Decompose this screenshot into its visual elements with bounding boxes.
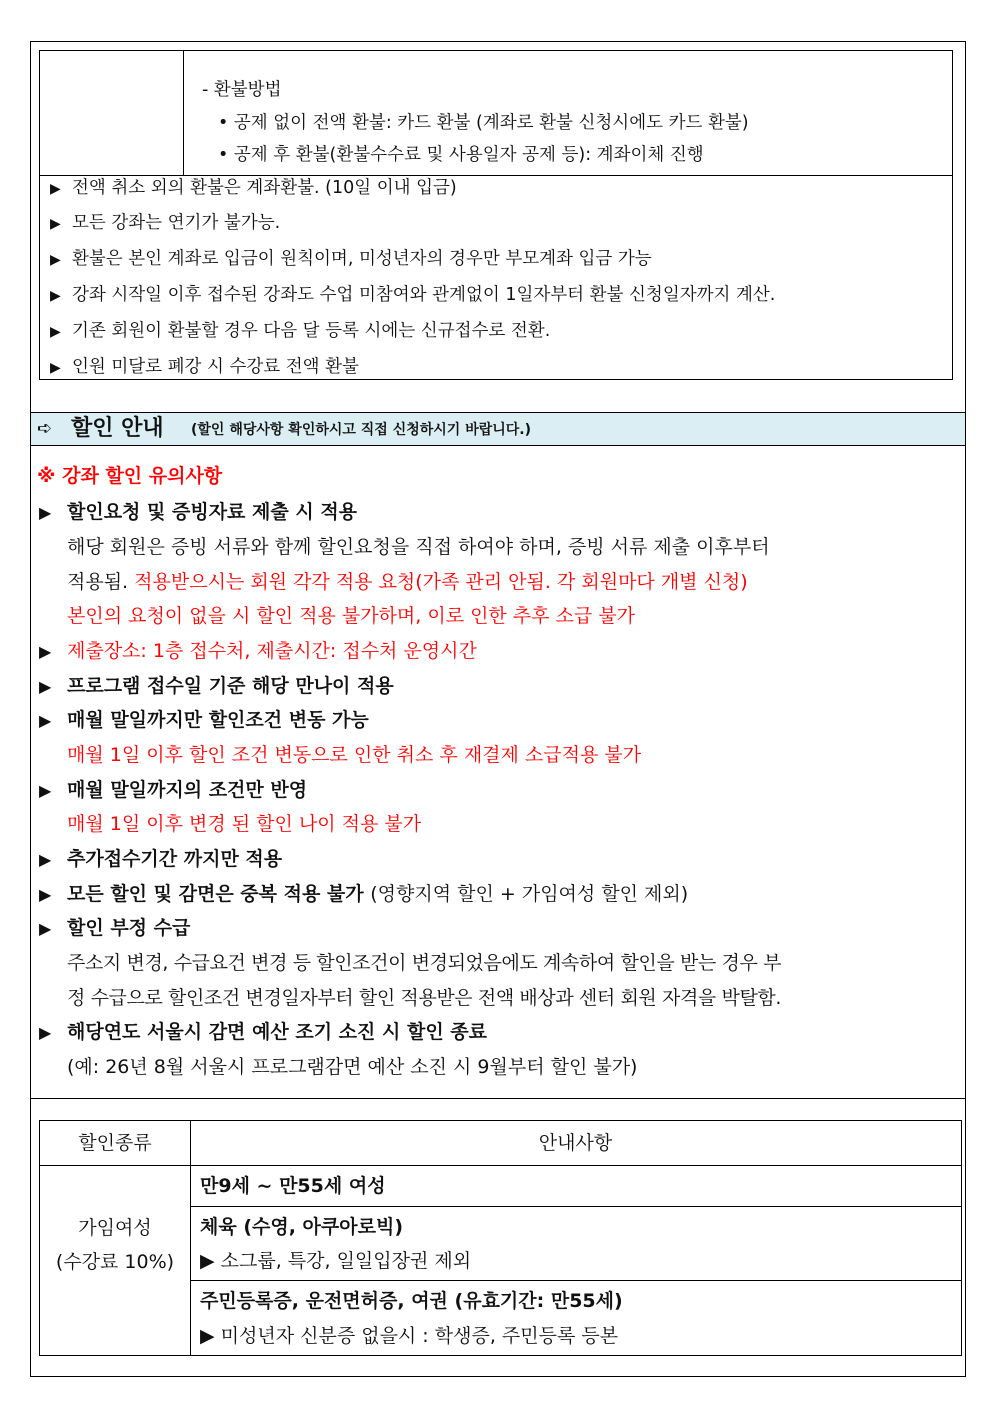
discount-item-title: ▶ 할인요청 및 증빙자료 제출 시 적용	[39, 498, 357, 527]
refund-table	[39, 50, 953, 380]
bullet-icon: ▶	[50, 324, 61, 340]
bullet-icon: ▶	[50, 360, 61, 376]
discount-item-title: ▶ 매월 말일까지만 할인조건 변동 가능	[39, 706, 369, 735]
section-divider	[31, 1098, 965, 1099]
refund-notes	[40, 176, 952, 379]
refund-label-cell	[40, 51, 184, 176]
refund-note: ▶ 강좌 시작일 이후 접수된 강좌도 수업 미참여와 관계없이 1일자부터 환불 신청일자까지 계산.	[50, 283, 775, 308]
caution-heading: ※ 강좌 할인 유의사항	[37, 465, 223, 487]
discount-type-rate: (수강료 10%)	[55, 1251, 175, 1273]
bullet-icon: ▶	[39, 1023, 52, 1042]
arrow-right-icon: ➪	[37, 418, 53, 439]
section-subtitle: (할인 해당사항 확인하시고 직접 신청하시기 바랍니다.)	[191, 422, 532, 438]
refund-note: ▶ 전액 취소 외의 환불은 계좌환불. (10일 이내 입금)	[50, 176, 457, 201]
discount-section-header	[31, 412, 965, 446]
info-program: 체육 (수영, 아쿠아로빅)	[200, 1216, 404, 1238]
column-header-info: 안내사항	[538, 1132, 613, 1154]
discount-item-text: 적용됨. 적용받으시는 회원 각각 적용 요청(가족 관리 안됨. 각 회원마다 개별 신청)	[67, 571, 748, 593]
refund-method-title: - 환불방법	[202, 80, 282, 100]
column-divider	[190, 1121, 191, 1355]
refund-note: ▶ 기존 회원이 환불할 경우 다음 달 등록 시에는 신규접수로 전환.	[50, 319, 550, 344]
bullet-icon: ▶	[39, 677, 52, 696]
discount-item-title: ▶ 매월 말일까지의 조건만 반영	[39, 776, 307, 805]
bullet-icon: ▶	[39, 711, 52, 730]
bullet-icon: ▶	[39, 781, 52, 800]
bullet-icon: ▶	[50, 252, 61, 268]
header-divider	[40, 1165, 961, 1166]
refund-note: ▶ 인원 미달로 폐강 시 수강료 전액 환불	[50, 355, 359, 380]
bullet-icon: ▶	[50, 288, 61, 304]
discount-item-text: 매월 1일 이후 할인 조건 변동으로 인한 취소 후 재결제 소급적용 불가	[67, 744, 642, 766]
document-page	[30, 41, 966, 1377]
discount-item-text: (예: 26년 8월 서울시 프로그램감면 예산 소진 시 9월부터 할인 불가)	[67, 1056, 638, 1078]
info-documents: 주민등록증, 운전면허증, 여권 (유효기간: 만55세)	[200, 1290, 623, 1312]
bullet-icon: ▶	[39, 642, 52, 661]
info-age-range: 만9세 ~ 만55세 여성	[200, 1175, 386, 1197]
row-divider	[190, 1280, 961, 1281]
discount-item-text: 매월 1일 이후 변경 된 할인 나이 적용 불가	[67, 813, 422, 835]
bullet-icon: ▶	[39, 503, 52, 522]
discount-type-table	[39, 1120, 962, 1356]
discount-item-title: ▶ 프로그램 접수일 기준 해당 만나이 적용	[39, 672, 394, 701]
discount-item-text: 정 수급으로 할인조건 변경일자부터 할인 적용받은 전액 배상과 센터 회원 자격을 박탈함.	[67, 987, 782, 1009]
column-header-type: 할인종류	[78, 1132, 152, 1154]
discount-item-title: ▶ 추가접수기간 까지만 적용	[39, 845, 282, 874]
refund-method-item: • 공제 없이 전액 환불: 카드 환불 (계좌로 환불 신청시에도 카드 환불)	[218, 113, 749, 133]
bullet-icon: ▶	[50, 216, 61, 232]
discount-item-title: ▶ 해당연도 서울시 감면 예산 조기 소진 시 할인 종료	[39, 1018, 487, 1047]
discount-type-name: 가임여성	[78, 1217, 152, 1239]
info-documents-note: ▶ 미성년자 신분증 없을시 : 학생증, 주민등록 등본	[200, 1325, 619, 1347]
bullet-icon: ▶	[39, 850, 52, 869]
discount-item-text: 해당 회원은 증빙 서류와 함께 할인요청을 직접 하여야 하며, 증빙 서류 제출 이후부터	[67, 536, 770, 558]
bullet-icon: ▶	[50, 181, 61, 197]
discount-item-text: 주소지 변경, 수급요건 변경 등 할인조건이 변경되었음에도 계속하여 할인을 받는 경우 부	[67, 952, 782, 974]
bullet-icon: ▶	[39, 885, 52, 904]
discount-item-text: 본인의 요청이 없을 시 할인 적용 불가하며, 이로 인한 추후 소급 불가	[67, 605, 636, 627]
refund-note: ▶ 모든 강좌는 연기가 불가능.	[50, 211, 280, 236]
refund-method-item: • 공제 후 환불(환불수수료 및 사용일자 공제 등): 계좌이체 진행	[218, 145, 704, 165]
discount-item-title: ▶ 할인 부정 수급	[39, 914, 190, 943]
discount-item-title: ▶ 모든 할인 및 감면은 중복 적용 불가 (영향지역 할인 + 가임여성 할인 제외)	[39, 880, 688, 909]
info-program-note: ▶ 소그룹, 특강, 일일입장권 제외	[200, 1250, 472, 1272]
section-title: 할인 안내	[71, 416, 164, 441]
bullet-icon: ▶	[39, 919, 52, 938]
discount-item-title: ▶ 제출장소: 1층 접수처, 제출시간: 접수처 운영시간	[39, 637, 477, 666]
row-divider	[190, 1206, 961, 1207]
refund-method-cell	[184, 51, 952, 176]
refund-note: ▶ 환불은 본인 계좌로 입금이 원칙이며, 미성년자의 경우만 부모계좌 입금 가능	[50, 247, 652, 272]
